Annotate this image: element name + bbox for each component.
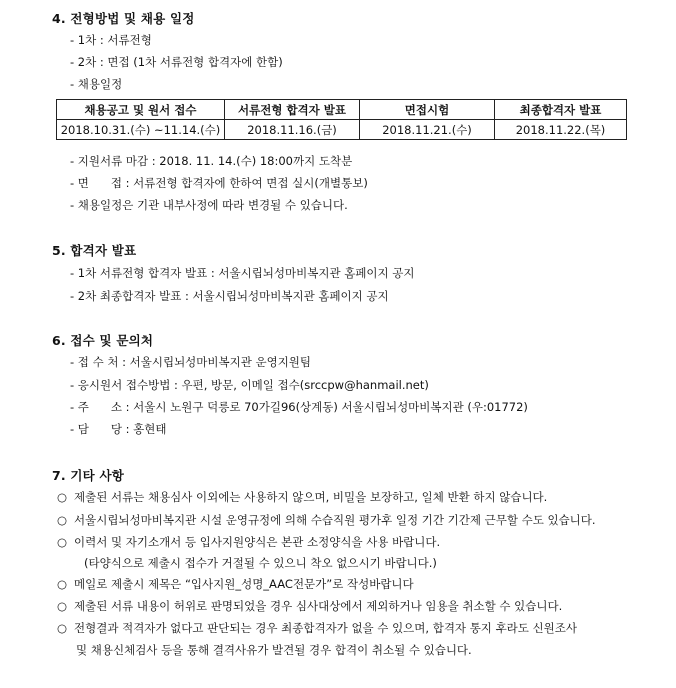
s7-item-1: [57, 489, 547, 505]
schedule-header-cell: 채용공고 및 원서 접수: [57, 100, 225, 120]
s7-item-text: 제출된 서류는 채용심사 이외에는 사용하지 않으며, 비밀을 보장하고, 일체 반환 하지 않습니다.: [74, 490, 548, 504]
s7-item-text: 이력서 및 자기소개서 등 입사지원양식은 본관 소정양식을 사용 바랍니다.: [74, 535, 441, 549]
s7-item-4: [57, 576, 414, 592]
s4-item-1: - 1차 : 서류전형: [70, 33, 152, 47]
s7-item-text: 제출된 서류 내용이 허위로 판명되었을 경우 심사대상에서 제외하거나 임용을 취소할 수 있습니다.: [74, 599, 563, 613]
schedule-date-cell: 2018.11.22.(목): [495, 120, 627, 140]
circle-bullet-icon: ○: [57, 490, 68, 504]
s4-note-3: - 채용일정은 기관 내부사정에 따라 변경될 수 있습니다.: [70, 198, 348, 212]
s7-item-3: [57, 534, 440, 550]
circle-bullet-icon: ○: [57, 535, 68, 549]
s7-item-text: 서울시립뇌성마비복지관 시설 운영규정에 의해 수습직원 평가후 일정 기간 기간제 근무할 수도 있습니다.: [74, 513, 596, 527]
schedule-header-cell: 서류전형 합격자 발표: [225, 100, 360, 120]
s7-item-6: [57, 620, 577, 636]
s7-item-3-continuation: (타양식으로 제출시 접수가 거절될 수 있으니 착오 없으시기 바랍니다.): [84, 556, 437, 570]
s4-note-2: - 면 접 : 서류전형 합격자에 한하여 면접 실시(개별통보): [70, 176, 368, 190]
schedule-header-cell: 최종합격자 발표: [495, 100, 627, 120]
s7-item-2: [57, 512, 596, 528]
s7-item-text: 메일로 제출시 제목은 “입사지원_성명_AAC전문가”로 작성바랍니다: [74, 577, 414, 591]
section-4-title: 4. 전형방법 및 채용 일정: [52, 11, 195, 26]
section-7-title: 7. 기타 사항: [52, 468, 125, 483]
s6-item-4: - 담 당 : 홍현태: [70, 422, 167, 436]
schedule-date-cell: 2018.11.21.(수): [360, 120, 495, 140]
section-6-title: 6. 접수 및 문의처: [52, 333, 154, 348]
s7-item-6-continuation: 및 채용신체검사 등을 통해 결격사유가 발견될 경우 합격이 취소될 수 있습니다.: [76, 643, 472, 657]
s4-item-2: - 2차 : 면접 (1차 서류전형 합격자에 한함): [70, 55, 283, 69]
schedule-header-row: [57, 100, 627, 120]
circle-bullet-icon: ○: [57, 621, 68, 635]
schedule-date-row: [57, 120, 627, 140]
schedule-date-cell: 2018.11.16.(금): [225, 120, 360, 140]
s7-item-5: [57, 598, 562, 614]
s4-item-3: - 채용일정: [70, 77, 123, 91]
circle-bullet-icon: ○: [57, 599, 68, 613]
schedule-header-cell: 면접시험: [360, 100, 495, 120]
s5-item-1: - 1차 서류전형 합격자 발표 : 서울시립뇌성마비복지관 홈페이지 공지: [70, 266, 415, 280]
s6-item-2: - 응시원서 접수방법 : 우편, 방문, 이메일 접수(srccpw@hanmail.net): [70, 378, 429, 392]
section-5-title: 5. 합격자 발표: [52, 243, 137, 258]
schedule-table: [56, 99, 627, 140]
schedule-date-cell: 2018.10.31.(수) ~11.14.(수): [57, 120, 225, 140]
s6-item-3: - 주 소 : 서울시 노원구 덕릉로 70가길96(상계동) 서울시립뇌성마비복지관 (우:01772): [70, 400, 528, 414]
circle-bullet-icon: ○: [57, 577, 68, 591]
s7-item-text: 전형결과 적격자가 없다고 판단되는 경우 최종합격자가 없을 수 있으며, 합격자 통지 후라도 신원조사: [74, 621, 577, 635]
s6-item-1: - 접 수 처 : 서울시립뇌성마비복지관 운영지원팀: [70, 355, 312, 369]
s4-note-1: - 지원서류 마감 : 2018. 11. 14.(수) 18:00까지 도착분: [70, 154, 353, 168]
s5-item-2: - 2차 최종합격자 발표 : 서울시립뇌성마비복지관 홈페이지 공지: [70, 289, 389, 303]
circle-bullet-icon: ○: [57, 513, 68, 527]
